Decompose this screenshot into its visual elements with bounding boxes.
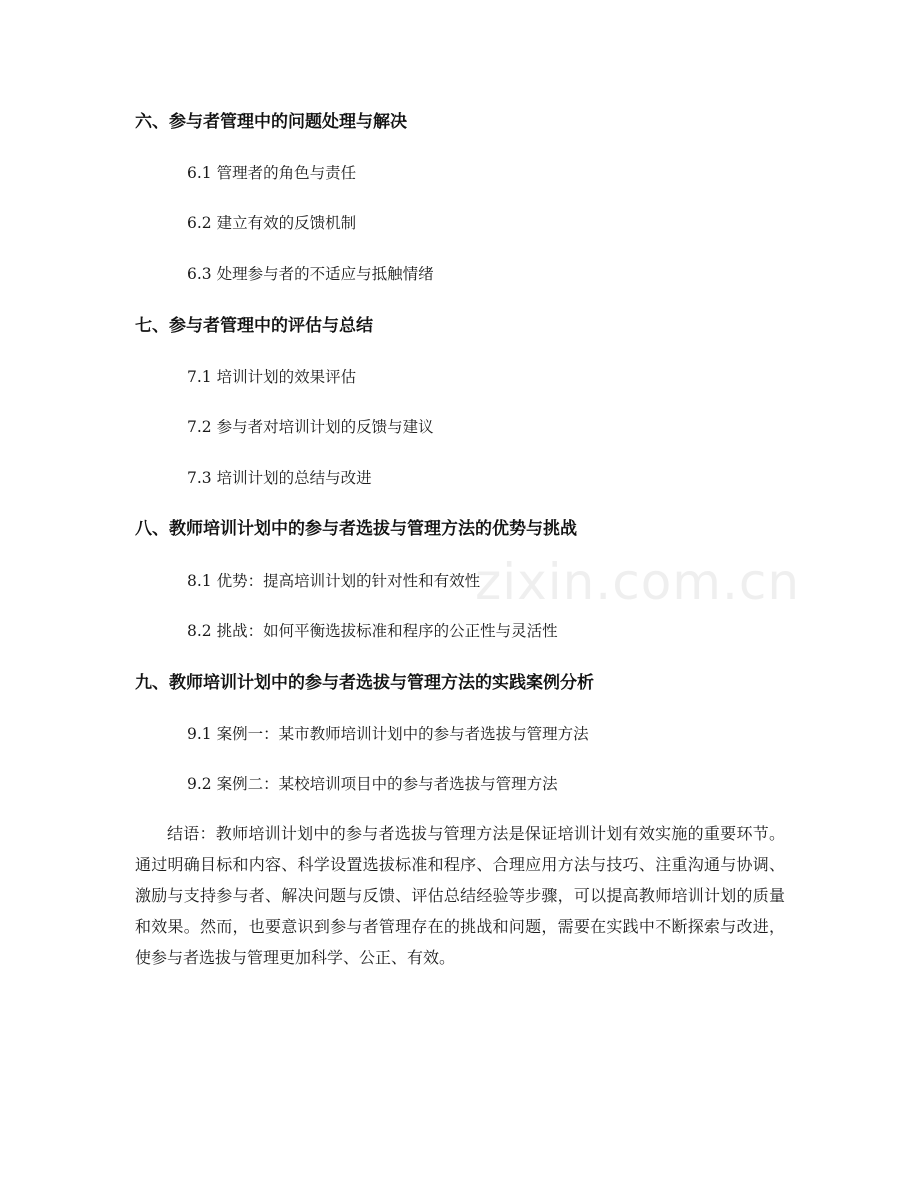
section-7-item-3: 7.3 培训计划的总结与改进 xyxy=(187,469,372,487)
section-heading-9: 九、教师培训计划中的参与者选拔与管理方法的实践案例分析 xyxy=(135,673,594,693)
conclusion-paragraph: 结语：教师培训计划中的参与者选拔与管理方法是保证培训计划有效实施的重要环节。通过明确目标和内容、科学设置选拔标准和程序、合理应用方法与技巧、注重沟通与协调、激励与支持参与者、解决问题与反馈、评估总结经验等步骤，可以提高教师培训计划的质量和效果。然而，也要意识到参与者管理存在的挑战和问题，需要在实践中不断探索与改进，使参与者选拔与管理更加科学、公正、有效。 xyxy=(135,824,785,967)
section-6-item-2: 6.2 建立有效的反馈机制 xyxy=(187,214,357,232)
section-heading-8: 八、教师培训计划中的参与者选拔与管理方法的优势与挑战 xyxy=(135,519,577,539)
watermark: zixin.com.cn xyxy=(475,553,801,611)
section-9-item-1: 9.1 案例一：某市教师培训计划中的参与者选拔与管理方法 xyxy=(187,725,589,743)
section-8-item-2: 8.2 挑战：如何平衡选拔标准和程序的公正性与灵活性 xyxy=(187,622,558,640)
section-heading-7: 七、参与者管理中的评估与总结 xyxy=(135,316,373,336)
section-6-item-1: 6.1 管理者的角色与责任 xyxy=(187,164,357,182)
section-8-item-1: 8.1 优势：提高培训计划的针对性和有效性 xyxy=(187,572,481,590)
section-7-item-1: 7.1 培训计划的效果评估 xyxy=(187,368,357,386)
section-9-item-2: 9.2 案例二：某校培训项目中的参与者选拔与管理方法 xyxy=(187,775,558,793)
section-7-item-2: 7.2 参与者对培训计划的反馈与建议 xyxy=(187,418,434,436)
section-heading-6: 六、参与者管理中的问题处理与解决 xyxy=(135,112,407,132)
section-6-item-3: 6.3 处理参与者的不适应与抵触情绪 xyxy=(187,265,434,283)
